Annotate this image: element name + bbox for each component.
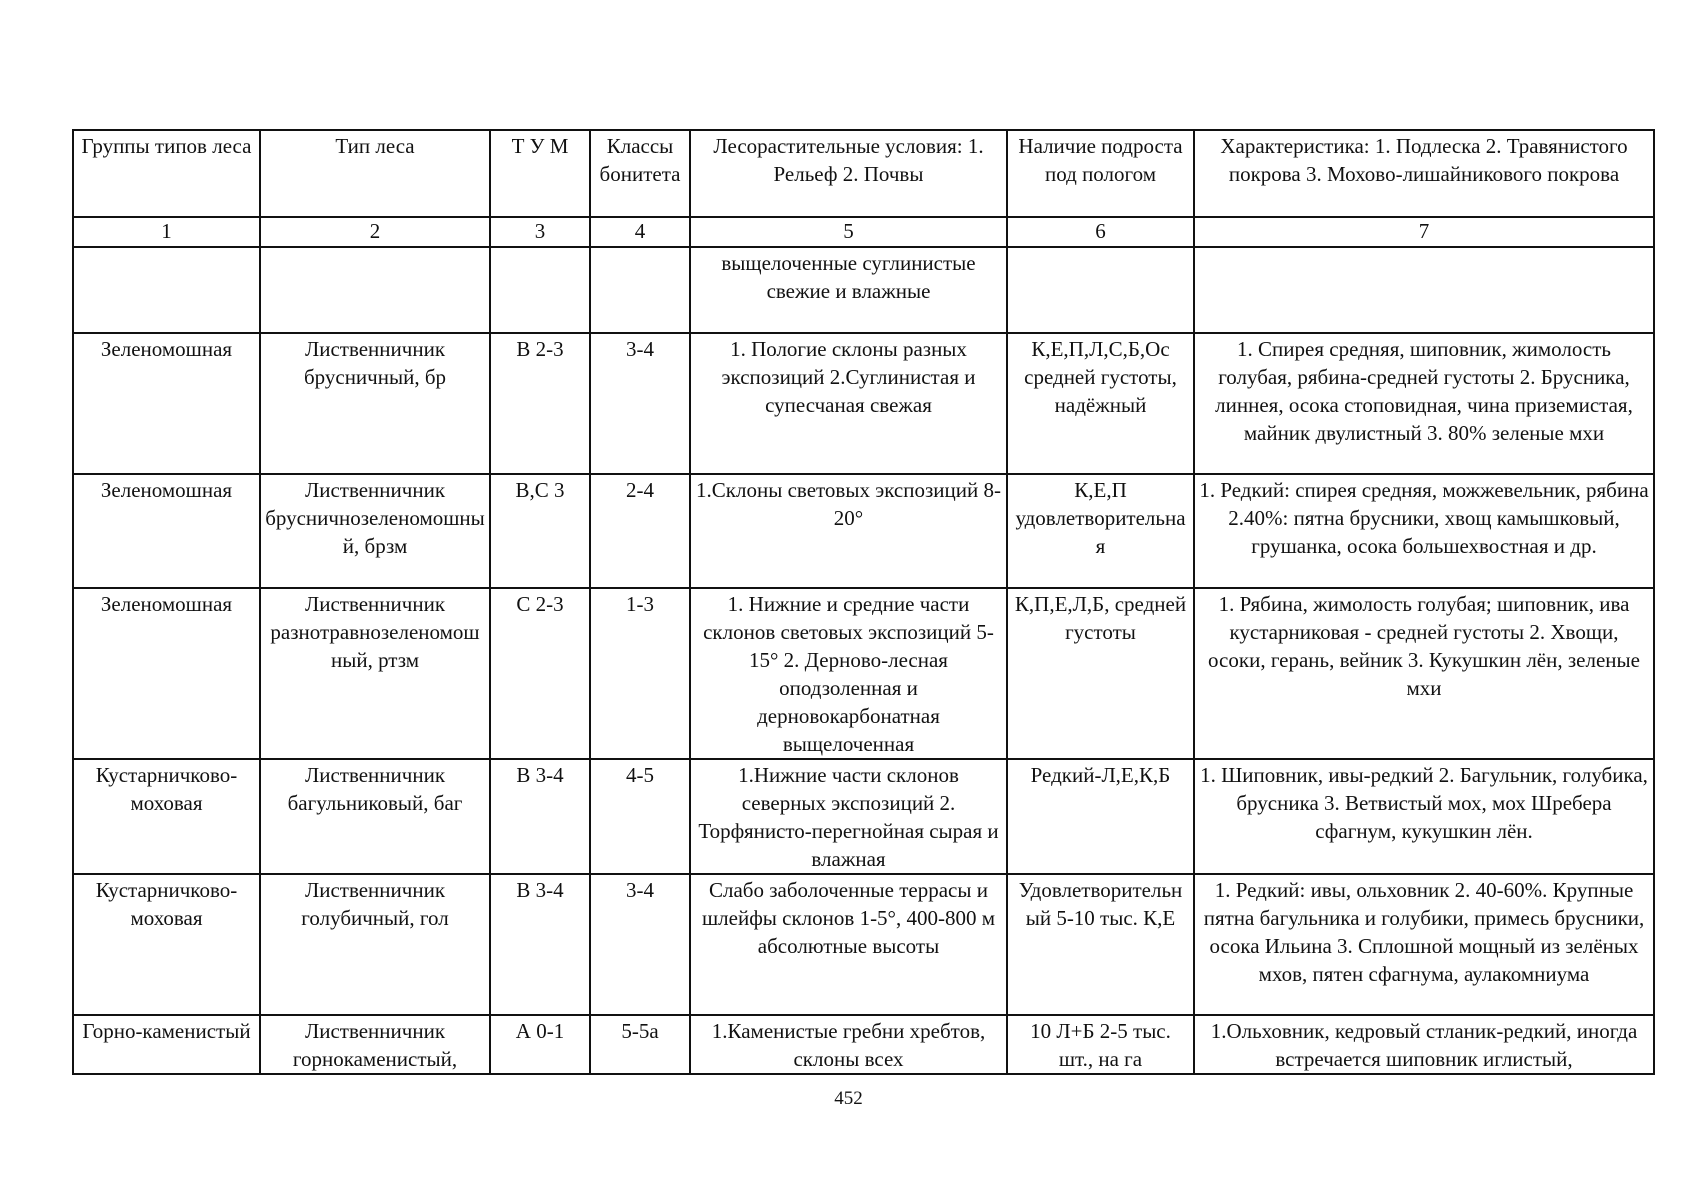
header-growth-conditions: Лесорастительные условия: 1. Рельеф 2. Почвы xyxy=(690,130,1007,217)
table-cell: Лиственничник брусничный, бр xyxy=(260,333,490,474)
table-cell: 1. Спирея средняя, шиповник, жимолость голубая, рябина-средней густоты 2. Брусника, линнея, осока стоповидная, чина приземистая, майник двулистный 3. 80% зеленые мхи xyxy=(1194,333,1654,474)
table-cell: В 3-4 xyxy=(490,874,590,1015)
table-cell: С 2-3 xyxy=(490,588,590,759)
table-cell: 1.Ольховник, кедровый стланик-редкий, иногда встречается шиповник иглистый, xyxy=(1194,1015,1654,1074)
table-cell: В 3-4 xyxy=(490,759,590,874)
table-cell xyxy=(260,247,490,333)
table-cell: Лиственничник брусничнозеленомошный, брзм xyxy=(260,474,490,588)
table-cell: 3-4 xyxy=(590,333,690,474)
table-cell: 4-5 xyxy=(590,759,690,874)
table-cell: 1. Редкий: спирея средняя, можжевельник, рябина 2.40%: пятна брусники, хвощ камышковый, грушанка, осока большехвостная и др. xyxy=(1194,474,1654,588)
table-cell: выщелоченные суглинистые свежие и влажные xyxy=(690,247,1007,333)
forest-types-table xyxy=(72,129,1655,1075)
table-cell: 1.Склоны световых экспозиций 8-20° xyxy=(690,474,1007,588)
table-cell: Лиственничник разнотравнозеленомошный, ртзм xyxy=(260,588,490,759)
table-cell: В,С 3 xyxy=(490,474,590,588)
table-cell: 1.Каменистые гребни хребтов, склоны всех xyxy=(690,1015,1007,1074)
page-number: 452 xyxy=(834,1088,863,1109)
table-cell: Редкий-Л,Е,К,Б xyxy=(1007,759,1194,874)
table-cell: К,Е,П,Л,С,Б,Ос средней густоты, надёжный xyxy=(1007,333,1194,474)
table-cell: 1. Нижние и средние части склонов световых экспозиций 5-15° 2. Дерново-лесная оподзоленная и дерновокарбонатная выщелоченная xyxy=(690,588,1007,759)
table-cell: Зеленомошная xyxy=(73,588,260,759)
table-cell xyxy=(1007,247,1194,333)
table-cell: Кустарничково-моховая xyxy=(73,874,260,1015)
table-cell xyxy=(590,247,690,333)
table-cell: Лиственничник багульниковый, баг xyxy=(260,759,490,874)
table-cell: 1. Шиповник, ивы-редкий 2. Багульник, голубика, брусника 3. Ветвистый мох, мох Шребера сфагнум, кукушкин лён. xyxy=(1194,759,1654,874)
table-cell: 1.Нижние части склонов северных экспозиций 2. Торфянисто-перегнойная сырая и влажная xyxy=(690,759,1007,874)
table-cell: Зеленомошная xyxy=(73,474,260,588)
table-cell: 3-4 xyxy=(590,874,690,1015)
table-row xyxy=(73,588,1654,759)
header-undergrowth: Наличие подроста под пологом xyxy=(1007,130,1194,217)
column-number: 6 xyxy=(1007,217,1194,247)
table-cell: В 2-3 xyxy=(490,333,590,474)
table-cell xyxy=(1194,247,1654,333)
table-cell: Лиственничник горнокаменистый, xyxy=(260,1015,490,1074)
table-cell: К,П,Е,Л,Б, средней густоты xyxy=(1007,588,1194,759)
header-tum: Т У М xyxy=(490,130,590,217)
table-cell: 1. Редкий: ивы, ольховник 2. 40-60%. Крупные пятна багульника и голубики, примесь брусники, осока Ильина 3. Сплошной мощный из зелёных мхов, пятен сфагнума, аулакомниума xyxy=(1194,874,1654,1015)
table-cell xyxy=(73,247,260,333)
column-number: 5 xyxy=(690,217,1007,247)
column-number: 1 xyxy=(73,217,260,247)
table-cell xyxy=(490,247,590,333)
table-cell: Удовлетворительный 5-10 тыс. К,Е xyxy=(1007,874,1194,1015)
table-cell: Лиственничник голубичный, гол xyxy=(260,874,490,1015)
table-cell: 10 Л+Б 2-5 тыс. шт., на га xyxy=(1007,1015,1194,1074)
table-row xyxy=(73,333,1654,474)
table-cell: 2-4 xyxy=(590,474,690,588)
table-row xyxy=(73,759,1654,874)
table-cell: Слабо заболоченные террасы и шлейфы склонов 1-5°, 400-800 м абсолютные высоты xyxy=(690,874,1007,1015)
header-forest-group: Группы типов леса xyxy=(73,130,260,217)
header-characteristics: Характеристика: 1. Подлеска 2. Травянистого покрова 3. Мохово-лишайникового покрова xyxy=(1194,130,1654,217)
column-number: 3 xyxy=(490,217,590,247)
table-header-row xyxy=(73,130,1654,217)
table-row xyxy=(73,874,1654,1015)
table-row xyxy=(73,247,1654,333)
column-number: 7 xyxy=(1194,217,1654,247)
table-cell: 1-3 xyxy=(590,588,690,759)
table-cell: А 0-1 xyxy=(490,1015,590,1074)
column-number: 2 xyxy=(260,217,490,247)
column-number-row xyxy=(73,217,1654,247)
table-cell: Зеленомошная xyxy=(73,333,260,474)
column-number: 4 xyxy=(590,217,690,247)
header-forest-type: Тип леса xyxy=(260,130,490,217)
table-row xyxy=(73,474,1654,588)
table-cell: 1. Рябина, жимолость голубая; шиповник, ива кустарниковая - средней густоты 2. Хвощи, осоки, герань, вейник 3. Кукушкин лён, зеленые мхи xyxy=(1194,588,1654,759)
table-cell: К,Е,П удовлетворительная xyxy=(1007,474,1194,588)
table-cell: 1. Пологие склоны разных экспозиций 2.Суглинистая и супесчаная свежая xyxy=(690,333,1007,474)
table-cell: 5-5а xyxy=(590,1015,690,1074)
header-bonitet-class: Классы бонитета xyxy=(590,130,690,217)
table-cell: Горно-каменистый xyxy=(73,1015,260,1074)
table-row xyxy=(73,1015,1654,1074)
table-cell: Кустарничково-моховая xyxy=(73,759,260,874)
